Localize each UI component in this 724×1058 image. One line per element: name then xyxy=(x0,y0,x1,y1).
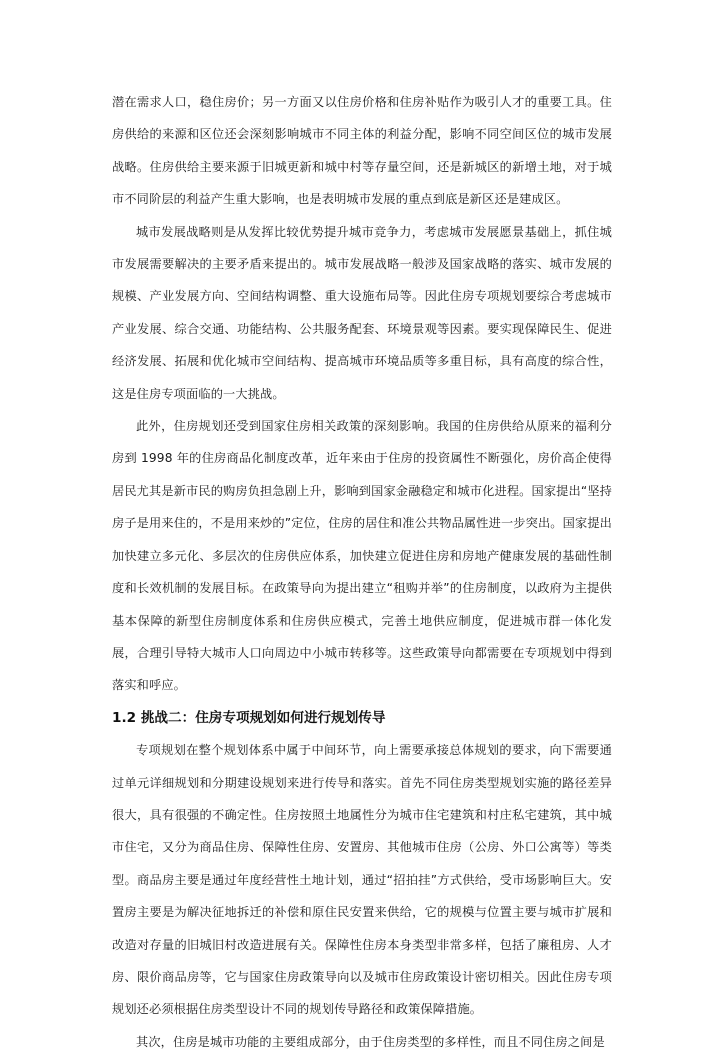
paragraph-5: 其次，住房是城市功能的主要组成部分，由于住房类型的多样性，而且不同住房之间是 xyxy=(136,1034,605,1049)
paragraph-4: 专项规划在整个规划体系中属于中间环节，向上需要承接总体规划的要求，向下需要通过单元详细规划和分期建设规划来进行传导和落实。首先不同住房类型规划实施的路径差异很大，具有很强的不确定性。住房按照土地属性分为城市住宅建筑和村庄私宅建筑，其中城市住宅，又分为商品住房、保障性住房、安置房、其他城市住房（公房、外口公寓等）等类型。商品房主要是通过年度经营性土地计划，通过“招拍挂”方式供给，受市场影响巨大。安置房主要是为解决征地拆迁的补偿和原住民安置来供给，它的规模与位置主要与城市扩展和改造对存量的旧城旧村改造进展有关。保障性住房本身类型非常多样，包括了廉租房、人才房、限价商品房等，它与国家住房政策导向以及城市住房政策设计密切相关。因此住房专项规划还必须根据住房类型设计不同的规划传导路径和政策保障措施。 xyxy=(112,743,612,1017)
paragraph-1: 潜在需求人口，稳住房价；另一方面又以住房价格和住房补贴作为吸引人才的重要工具。住房供给的来源和区位还会深刻影响城市不同主体的利益分配，影响不同空间区位的城市发展战略。住房供给主要来源于旧城更新和城中村等存量空间，还是新城区的新增土地，对于城市不同阶层的利益产生重大影响，也是表明城市发展的重点到底是新区还是建成区。 xyxy=(112,95,612,207)
paragraph-2: 城市发展战略则是从发挥比较优势提升城市竞争力，考虑城市发展愿景基础上，抓住城市发展需要解决的主要矛盾来提出的。城市发展战略一般涉及国家战略的落实、城市发展的规模、产业发展方向、空间结构调整、重大设施布局等。因此住房专项规划要综合考虑城市产业发展、综合交通、功能结构、公共服务配套、环境景观等因素。要实现保障民生、促进经济发展、拓展和优化城市空间结构、提高城市环境品质等多重目标，具有高度的综合性，这是住房专项面临的一大挑战。 xyxy=(112,224,612,401)
paragraph-3: 此外，住房规划还受到国家住房相关政策的深刻影响。我国的住房供给从原来的福利分房到 1998 年的住房商品化制度改革，近年来由于住房的投资属性不断强化，房价高企使得居民尤其是新市民的购房负担急剧上升，影响到国家金融稳定和城市化进程。国家提出“坚持房子是用来住的，不是用来炒的”定位，住房的居住和准公共物品属性进一步突出。国家提出加快建立多元化、多层次的住房供应体系，加快建立促进住房和房地产健康发展的基础性制度和长效机制的发展目标。在政策导向为提出建立“租购并举”的住房制度，以政府为主提供基本保障的新型住房制度体系和住房供应模式，完善土地供应制度，促进城市群一体化发展，合理引导特大城市人口向周边中小城市转移等。这些政策导向都需要在专项规划中得到落实和呼应。 xyxy=(112,419,612,693)
section-heading: 1.2 挑战二：住房专项规划如何进行规划传导 xyxy=(112,709,386,726)
page-body xyxy=(112,86,612,1058)
